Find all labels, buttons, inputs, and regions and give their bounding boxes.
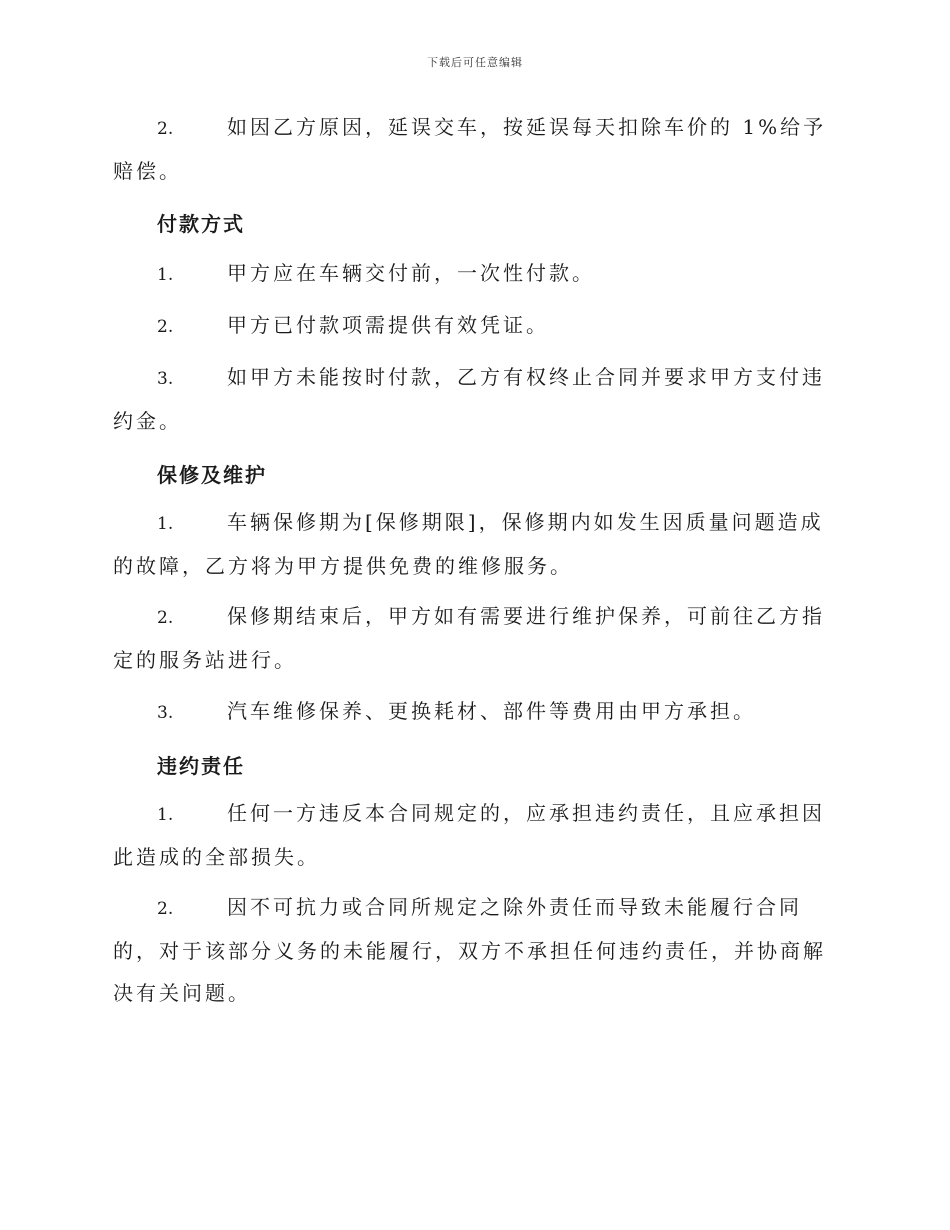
section-heading: 保修及维护 xyxy=(157,463,267,487)
clause xyxy=(113,252,833,296)
clause xyxy=(113,595,833,681)
section-heading: 付款方式 xyxy=(157,212,245,236)
clause xyxy=(113,792,833,878)
clause-text: 甲方应在车辆交付前，一次性付款。 xyxy=(227,261,595,285)
clause xyxy=(113,106,833,192)
clause-number: 2. xyxy=(157,608,174,628)
clause-number: 3. xyxy=(157,703,174,723)
clause-number: 1. xyxy=(157,805,174,825)
clause-text: 甲方已付款项需提供有效凭证。 xyxy=(227,313,549,337)
clause-number: 2. xyxy=(157,119,174,139)
section-heading: 违约责任 xyxy=(157,754,245,778)
clause-number: 2. xyxy=(157,317,174,337)
clause-text: 汽车维修保养、更换耗材、部件等费用由甲方承担。 xyxy=(227,699,756,723)
clause-number: 3. xyxy=(157,369,174,389)
clause-text: 如因乙方原因，延误交车，按延误每天扣除车价的 1%给予赔偿。 xyxy=(113,115,827,183)
clause-text: 车辆保修期为[保修期限]，保修期内如发生因质量问题造成的故障，乙方将为甲方提供免费的维修服务。 xyxy=(113,510,824,578)
clause-text: 保修期结束后，甲方如有需要进行维护保养，可前往乙方指定的服务站进行。 xyxy=(113,604,825,672)
clause xyxy=(113,356,833,442)
clause xyxy=(113,690,833,734)
page-header: 下载后可任意编辑 xyxy=(427,56,523,69)
clause xyxy=(113,501,833,587)
clause xyxy=(113,886,833,1014)
clause-number: 1. xyxy=(157,265,174,285)
clause-text: 因不可抗力或合同所规定之除外责任而导致未能履行合同的，对于该部分义务的未能履行，双方不承担任何违约责任，并协商解决有关问题。 xyxy=(113,895,826,1005)
clause xyxy=(113,304,833,348)
clause-number: 1. xyxy=(157,514,174,534)
clause-number: 2. xyxy=(157,899,174,919)
clause-text: 如甲方未能按时付款，乙方有权终止合同并要求甲方支付违约金。 xyxy=(113,365,825,433)
clause-text: 任何一方违反本合同规定的，应承担违约责任，且应承担因此造成的全部损失。 xyxy=(113,801,825,869)
